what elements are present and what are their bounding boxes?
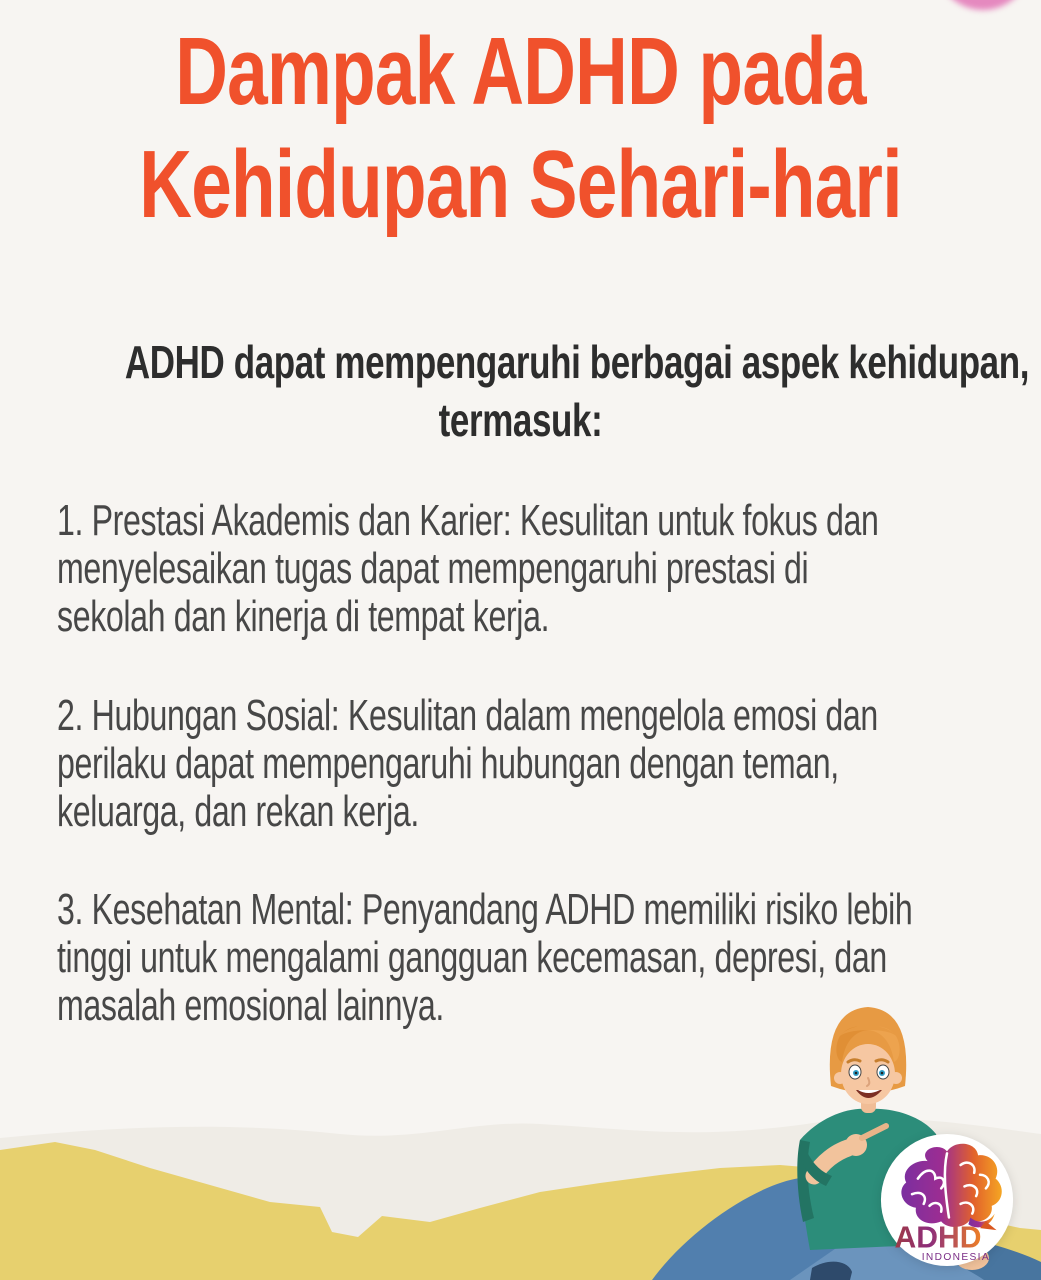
point-3-line-2: tinggi untuk mengalami gangguan kecemasan, depresi, dan (57, 933, 887, 982)
adhd-indonesia-logo (879, 1132, 1015, 1268)
title-line-1: Dampak ADHD pada (175, 18, 866, 125)
point-2-line-1: 2. Hubungan Sosial: Kesulitan dalam mengelola emosi dan (57, 691, 878, 740)
title-line-2: Kehidupan Sehari-hari (139, 131, 902, 238)
point-2-line-2: perilaku dapat mempengaruhi hubungan dengan teman, (57, 739, 839, 788)
logo-subtext: INDONESIA (921, 1252, 991, 1264)
logo-wordmark: ADHD (894, 1221, 982, 1255)
subtitle-line-1: ADHD dapat mempengaruhi berbagai aspek kehidupan, (124, 336, 1030, 388)
poster-title (0, 15, 1041, 241)
poster-subtitle (0, 333, 1041, 449)
point-3-line-3: masalah emosional lainnya. (57, 981, 444, 1030)
pupil-right (881, 1072, 884, 1075)
pink-corner-blob (935, 0, 1031, 10)
point-social-relations (57, 692, 1017, 836)
point-1-line-1: 1. Prestasi Akademis dan Karier: Kesulitan untuk fokus dan (57, 496, 879, 545)
point-3-line-1: 3. Kesehatan Mental: Penyandang ADHD memiliki risiko lebih (57, 885, 913, 934)
ear-left (834, 1072, 846, 1084)
point-academic-career (57, 497, 1017, 641)
ear-right (890, 1072, 902, 1084)
point-1-line-3: sekolah dan kinerja di tempat kerja. (57, 592, 550, 641)
subtitle-line-2: termasuk: (438, 394, 603, 446)
point-1-line-2: menyelesaikan tugas dapat mempengaruhi prestasi di (57, 544, 809, 593)
pupil-left (855, 1072, 858, 1075)
point-2-line-3: keluarga, dan rekan kerja. (57, 787, 419, 836)
